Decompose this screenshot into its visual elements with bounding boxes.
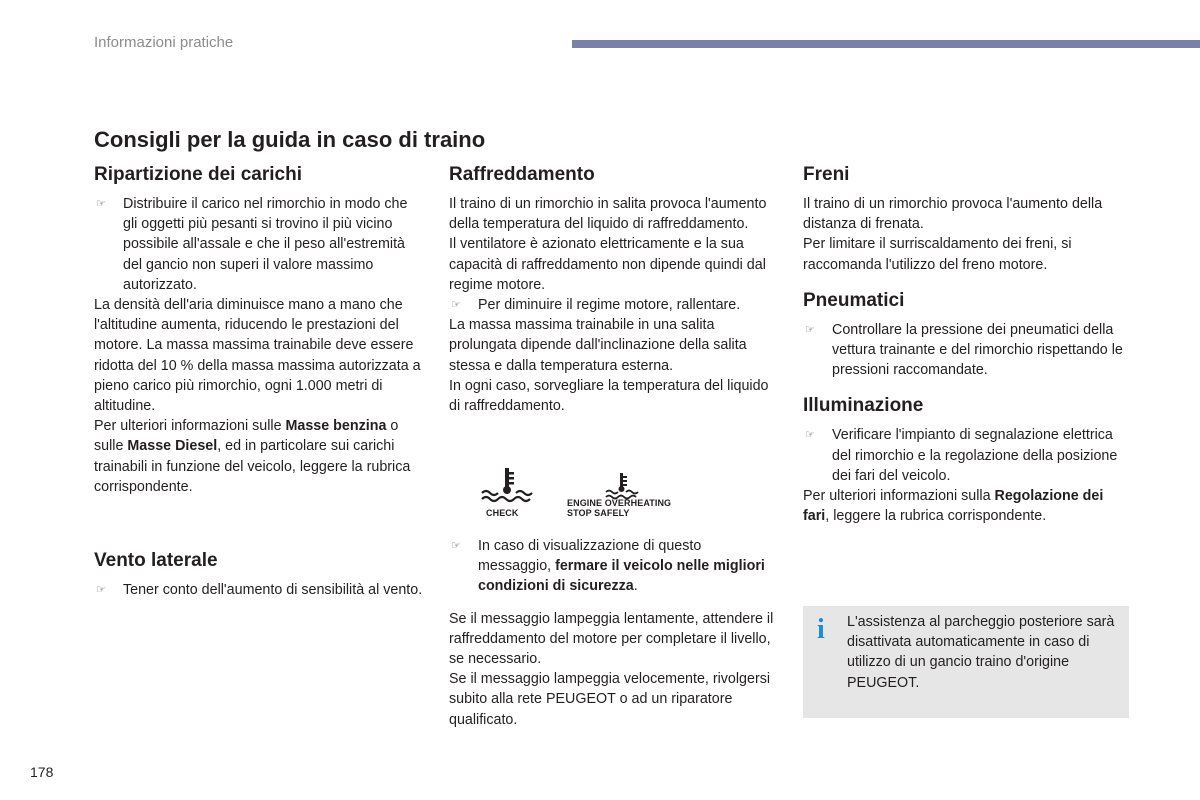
- bullet-stop-vehicle: ☞ In caso di visualizzazione di questo messaggio, fermare il veicolo nelle migliori condizioni di sicurezza.: [451, 538, 765, 595]
- link-regolazione-fari: Regolazione dei fari: [803, 488, 1104, 525]
- info-box: [803, 606, 1129, 718]
- paragraph-slow-flash: Se il messaggio lampeggia lentamente, attendere il raffreddamento del motore per completare il livello, se necessario.: [449, 610, 774, 668]
- column-brakes-tyres-lights: [803, 163, 1133, 526]
- page-title: Consigli per la guida in caso di traino: [94, 127, 486, 152]
- heading-illuminazione: Illuminazione: [803, 395, 924, 417]
- link-masse-benzina: Masse benzina: [285, 418, 387, 435]
- bullet-vento: [94, 580, 424, 600]
- column-cooling: [449, 163, 774, 416]
- heading-pneumatici: Pneumatici: [803, 289, 905, 311]
- section-label: Informazioni pratiche: [94, 34, 234, 51]
- heading-freni: Freni: [803, 164, 850, 185]
- pointing-hand-icon: ☞: [451, 540, 461, 552]
- paragraph-cooling-2: Il ventilatore è azionato elettricamente e la sua capacità di raffreddamento non dipende quindi dal regime motore.: [449, 236, 766, 293]
- bullet-text: Verificare l'impianto di segnalazione elettrica del rimorchio e la regolazione della posizione dei fari del veicolo.: [832, 427, 1118, 484]
- pointing-hand-icon: ☞: [805, 323, 815, 336]
- paragraph-fast-flash: Se il messaggio lampeggia velocemente, rivolgersi subito alla rete PEUGEOT o ad un riparatore qualificato.: [449, 671, 771, 728]
- icon-caption-check: CHECK: [486, 508, 519, 518]
- heading-ripartizione: Ripartizione dei carichi: [94, 164, 302, 185]
- coolant-temperature-icon: [478, 466, 538, 508]
- icon-caption-overheating: ENGINE OVERHEATING STOP SAFELY: [567, 498, 672, 518]
- paragraph-headlight-adjustment: Per ulteriori informazioni sulla Regolazione dei fari, leggere la rubrica corrispondente.: [803, 488, 1104, 525]
- bullet-text: Per diminuire il regime motore, rallentare.: [478, 297, 741, 314]
- bullet-text: Tener conto dell'aumento di sensibilità al vento.: [123, 582, 423, 598]
- pointing-hand-icon: ☞: [96, 198, 106, 210]
- paragraph-more-info-masses: Per ulteriori informazioni sulle Masse benzina o sulle Masse Diesel, ed in particolare sui carichi trainabili in funzione del veicolo, leggere la rubrica corrispondente.: [94, 418, 411, 495]
- warning-icons: [478, 466, 678, 524]
- info-text: L'assistenza al parcheggio posteriore sarà disattivata automaticamente in caso di utilizzo di un gancio traino d'origine PEUGEOT.: [847, 614, 1115, 691]
- paragraph-air-density: La densità dell'aria diminuisce mano a mano che l'altitudine aumenta, riducendo le prestazioni del motore. La massa massima trainabile deve essere ridotta del 10 % della massa massima autorizzata a pieno carico più rimorchio, ogni 1.000 metri di altitudine.: [94, 297, 421, 415]
- bullet-illuminazione: [803, 425, 1133, 486]
- heading-vento: Vento laterale: [94, 550, 218, 571]
- section-overheat-message: [449, 536, 774, 730]
- column-load-distribution: [94, 163, 424, 497]
- pointing-hand-icon: ☞: [451, 299, 461, 312]
- bullet-reduce-rpm: [449, 295, 774, 315]
- bullet-text: Controllare la pressione dei pneumatici della vettura trainante e del rimorchio rispettando le pressioni raccomandate.: [832, 321, 1123, 379]
- page-number: 178: [30, 764, 54, 780]
- bullet-pneumatici: [803, 320, 1133, 381]
- bullet-ripartizione: [94, 194, 424, 295]
- engine-overheating-icon: [602, 472, 642, 500]
- paragraph-freni-2: Per limitare il surriscaldamento dei freni, si raccomanda l'utilizzo del freno motore.: [803, 236, 1072, 273]
- paragraph-cooling-4: In ogni caso, sorvegliare la temperatura del liquido di raffreddamento.: [449, 377, 769, 415]
- pointing-hand-icon: ☞: [805, 429, 815, 442]
- info-icon: i: [817, 614, 825, 645]
- paragraph-cooling-3: La massa massima trainabile in una salita prolungata dipende dall'inclinazione della salita stessa e dalla temperatura esterna.: [449, 317, 747, 374]
- link-masse-diesel: Masse Diesel: [127, 438, 218, 455]
- pointing-hand-icon: ☞: [96, 584, 106, 596]
- paragraph-freni-1: Il traino di un rimorchio provoca l'aumento della distanza di frenata.: [803, 196, 1103, 233]
- heading-raffreddamento: Raffreddamento: [449, 164, 595, 185]
- header-bar: [572, 40, 1200, 48]
- paragraph-cooling-1: Il traino di un rimorchio in salita provoca l'aumento della temperatura del liquido di raffreddamento.: [449, 196, 767, 233]
- section-crosswind: [94, 549, 424, 600]
- bullet-text: Distribuire il carico nel rimorchio in modo che gli oggetti più pesanti si trovino il più vicino possibile all'assale e che il peso all'estremità del gancio non superi il valore massimo autorizzato.: [123, 196, 408, 293]
